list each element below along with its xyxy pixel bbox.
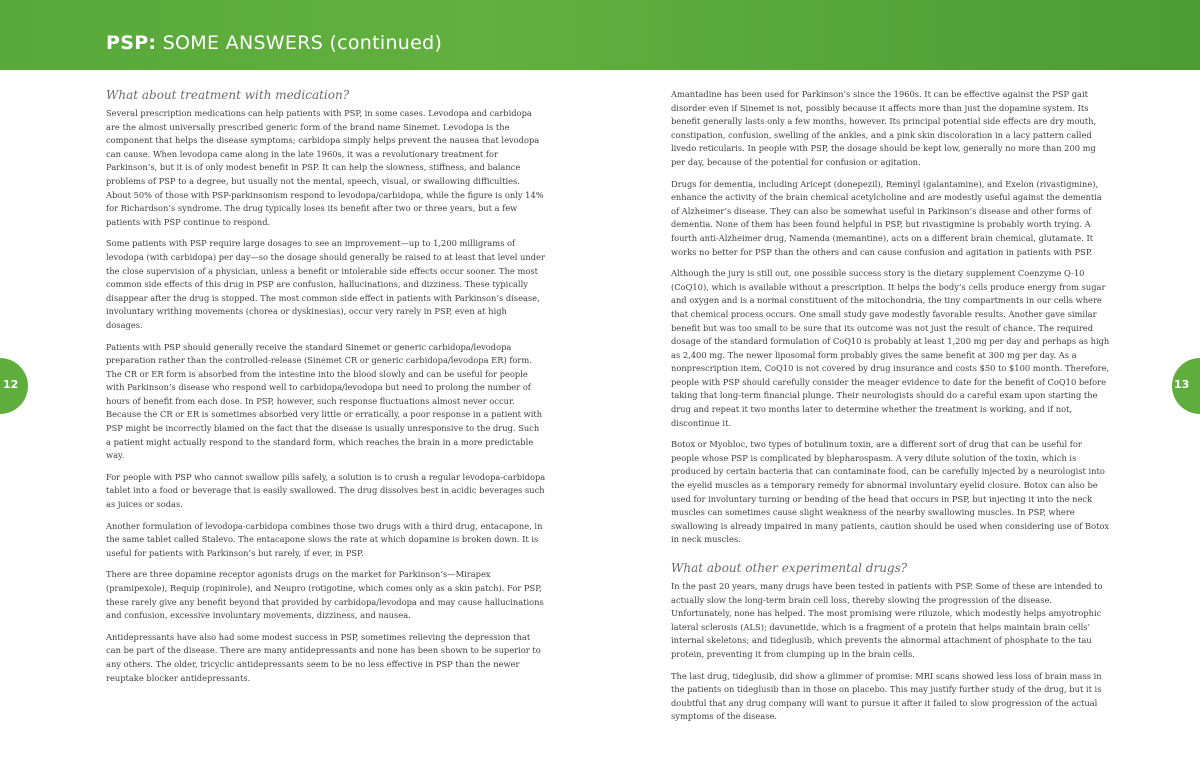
paragraph: Antidepressants have also had some modest success in PSP, sometimes relieving the depression that can be part of the disease. There are many antidepressants and none has been shown to be superior to any others. The older, tricyclic antidepressants seem to be no less effective in PSP than the newer reuptake blocker antidepressants. xyxy=(106,631,541,683)
paragraph: There are three dopamine receptor agonists drugs on the market for Parkinson’s—Mirapex (pramipexole), Requip (ropinirole), and Neupro (rotigotine, which comes only as a skin patch). For PSP, these rarely give any benefit beyond that provided by carbidopa/levodopa and may cause hallucinations and confusion, excessive involuntary movements, dizziness, and nausea. xyxy=(106,569,544,621)
section-heading-experimental: What about other experimental drugs? xyxy=(671,561,908,575)
right-column xyxy=(671,88,1111,732)
paragraph: Some patients with PSP require large dosages to see an improvement—up to 1,200 milligrams of levodopa (with carbidopa) per day—so the dosage should generally be raised to at least that level under the close supervision of a physician, unless a benefit or intolerable side effects occur sooner. The most common side effects of this drug in PSP are confusion, hallucinations, and dizziness. These typically disappear after the drug is stopped. The most common side effect in patients with Parkinson’s disease, involuntary writhing movements (chorea or dyskinesias), occur very rarely in PSP, even at high dosages. xyxy=(106,238,545,330)
paragraph: Several prescription medications can help patients with PSP, in some cases. Levodopa and carbidopa are the almost universally prescribed generic form of the brand name Sinemet. Levodopa is the component that helps the disease symptoms; carbidopa simply helps prevent the nausea that levodopa can cause. When levodopa came along in the late 1960s, it was a revolutionary treatment for Parkinson’s, but it is of only modest benefit in PSP. It can help the slowness, stiffness, and balance problems of PSP to a degree, but usually not the mental, speech, visual, or swallowing difficulties. About 50% of those with PSP-parkinsonism respond to levodopa/carbidopa, while the figure is only 14% for Richardson’s syndrome. The drug typically loses its benefit after two or three years, but a few patients with PSP continue to respond. xyxy=(106,108,544,227)
page-title xyxy=(106,32,442,54)
page-title-prefix: PSP: xyxy=(106,32,157,54)
paragraph: Another formulation of levodopa-carbidopa combines those two drugs with a third drug, entacapone, in the same tablet called Stalevo. The entacapone slows the rate at which dopamine is broken down. It is useful for patients with Parkinson’s but rarely, if ever, in PSP. xyxy=(106,520,543,558)
left-column xyxy=(106,88,546,693)
paragraph: Amantadine has been used for Parkinson’s since the 1960s. It can be effective against the PSP gait disorder even if Sinemet is not, possibly because it affects more than just the dopamine system. Its benefit generally lasts only a few months, however. Its principal potential side effects are dry mouth, constipation, confusion, swelling of the ankles, and a pink skin discoloration in a lacy pattern called livedo reticularis. In people with PSP, the dosage should be kept low, generally no more than 200 mg per day, because of the potential for confusion or agitation. xyxy=(671,89,1097,167)
paragraph: Patients with PSP should generally receive the standard Sinemet or generic carbidopa/levodopa preparation rather than the controlled-release (Sinemet CR or generic carbidopa/levodopa ER) form. The CR or ER form is absorbed from the intestine into the blood slowly and can be useful for people with Parkinson’s disease who respond well to carbidopa/levodopa but need to prolong the number of hours of benefit from each dose. In PSP, however, such response fluctuations almost never occur. Because the CR or ER is sometimes absorbed very little or erratically, a poor response in a patient with PSP might be incorrectly blamed on the fact that the disease is usually unresponsive to the drug. Such a patient might actually respond to the standard form, which reaches the brain in a more predictable way. xyxy=(106,341,543,461)
page-header xyxy=(0,0,1200,70)
paragraph: For people with PSP who cannot swallow pills safely, a solution is to crush a regular levodopa-carbidopa tablet into a food or beverage that is easily swallowed. The drug dissolves best in acidic beverages such as juices or sodas. xyxy=(106,471,546,510)
paragraph: Drugs for dementia, including Aricept (donepezil), Reminyl (galantamine), and Exelon (rivastigmine), enhance the activity of the brain chemical acetylcholine and are modestly useful against the dementia of Alzheimer’s disease. They can also be somewhat useful in Parkinson’s disease and other forms of dementia. None of them has been found helpful in PSP, but rivastigmine is probably worth trying. A fourth anti-Alzheimer drug, Namenda (memantine), acts on a different brain chemical, glutamate. It works no better for PSP than the others and can cause confusion and agitation in patients with PSP. xyxy=(671,178,1102,257)
page-number-right: 13 xyxy=(1174,378,1190,391)
page-title-text: SOME ANSWERS (continued) xyxy=(162,32,443,54)
paragraph: In the past 20 years, many drugs have been tested in patients with PSP. Some of these are intended to actually slow the long-term brain cell loss, thereby slowing the progression of the disease. Unfortunately, none has helped. The most promising were riluzole, which modestly helps amyotrophic lateral sclerosis (ALS); davunetide, which is a fragment of a protein that helps maintain brain cells’ internal skeletons; and tideglusib, which prevents the abnormal attachment of phosphate to the tau protein, preventing it from clumping up in the brain cells. xyxy=(671,581,1103,659)
section-heading-medication: What about treatment with medication? xyxy=(106,88,350,102)
paragraph: The last drug, tideglusib, did show a glimmer of promise: MRI scans showed less loss of brain mass in the patients on tideglusib than in those on placebo. This may justify further study of the drug, but it is doubtful that any drug company will want to pursue it after it failed to slow progression of the actual symptoms of the disease. xyxy=(671,670,1102,722)
paragraph: Botox or Myobloc, two types of botulinum toxin, are a different sort of drug that can be useful for people whose PSP is complicated by blepharospasm. A very dilute solution of the toxin, which is produced by certain bacteria that can contaminate food, can be carefully injected by a neurologist into the eyelid muscles as a temporary remedy for abnormal involuntary eyelid closure. Botox can also be used for involuntary turning or bending of the head that occurs in PSP, but injecting it into the neck muscles can sometimes cause slight weakness of the nearby swallowing muscles. In PSP, where swallowing is already impaired in many patients, caution should be used when considering use of Botox in neck muscles. xyxy=(671,439,1110,545)
page-number-left: 12 xyxy=(3,378,19,391)
paragraph: Although the jury is still out, one possible success story is the dietary supplement Coenzyme Q-10 (CoQ10), which is available without a prescription. It helps the body’s cells produce energy from sugar and oxygen and is a normal constituent of the mitochondria, the tiny compartments in our cells where that chemical process occurs. One small study gave modestly favorable results. Another gave similar benefit but was too small to be sure that its outcome was not just the result of chance. The required dosage of the standard formulation of CoQ10 is probably at least 1,200 mg per day and perhaps as high as 2,400 mg. The newer liposomal form probably gives the same benefit at 300 mg per day. As a nonprescription item, CoQ10 is not covered by drug insurance and costs $50 to $100 month. Therefore, people with PSP should carefully consider the meager evidence to date for the benefit of CoQ10 before taking that long-term financial plunge. Their neurologists should do a careful exam upon starting the drug and repeat it two months later to determine whether the treatment is working, and if not, discontinue it. xyxy=(671,268,1110,428)
